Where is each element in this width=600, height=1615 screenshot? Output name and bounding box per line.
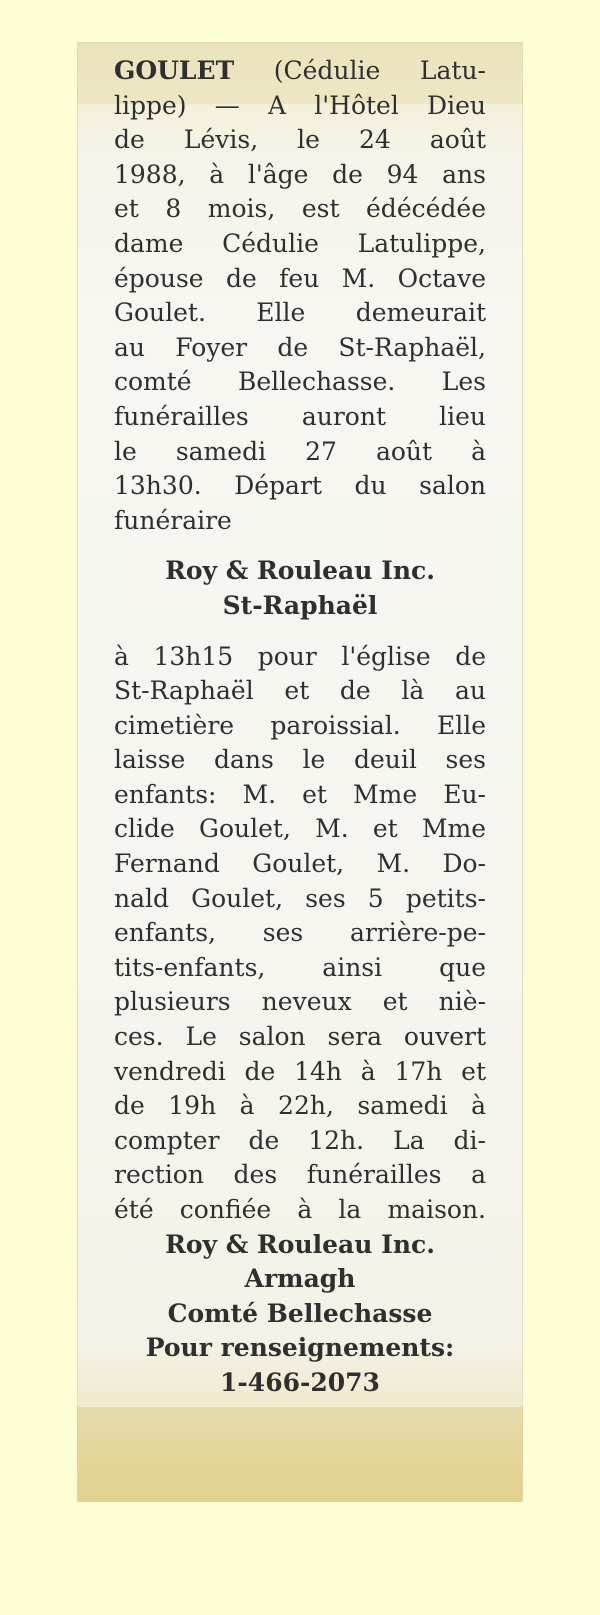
obituary-line: clide Goulet, M. et Mme bbox=[114, 814, 486, 844]
obituary-line: dame Cédulie Latulippe, bbox=[114, 228, 486, 258]
tape-strip-bottom bbox=[77, 1407, 523, 1502]
funeral-home-location: Armagh bbox=[244, 1264, 356, 1294]
phone-number: 1-466-2073 bbox=[220, 1367, 380, 1397]
obituary-line: compter de 12h. La di- bbox=[114, 1125, 486, 1155]
funeral-home-location: St-Raphaël bbox=[222, 590, 378, 620]
obituary-line: ces. Le salon sera ouvert bbox=[114, 1022, 486, 1052]
obituary-line: funérailles auront lieu bbox=[114, 401, 486, 431]
obituary-line: vendredi de 14h à 17h et bbox=[114, 1056, 486, 1086]
funeral-home-county: Comté Bellechasse bbox=[167, 1298, 433, 1328]
spacer bbox=[114, 538, 486, 554]
obituary-line: lippe) — A l'Hôtel Dieu bbox=[114, 90, 486, 120]
obituary-text bbox=[114, 54, 486, 1401]
obituary-line: 1988, à l'âge de 94 ans bbox=[114, 159, 486, 189]
obituary-line: cimetière paroissial. Elle bbox=[114, 710, 486, 740]
obituary-line: de 19h à 22h, samedi à bbox=[114, 1091, 486, 1121]
obituary-line: le samedi 27 août à bbox=[114, 436, 486, 466]
obituary-line: été confiée à la maison. bbox=[114, 1195, 486, 1224]
obituary-line: GOULET (Cédulie Latu- bbox=[114, 56, 486, 85]
obituary-line: laisse dans le deuil ses bbox=[114, 745, 486, 775]
obituary-line: enfants, ses arrière-pe- bbox=[114, 918, 486, 948]
obituary-line: et 8 mois, est édécédée bbox=[114, 194, 486, 224]
obituary-line: nald Goulet, ses 5 petits- bbox=[114, 883, 486, 913]
obituary-line: comté Bellechasse. Les bbox=[114, 367, 486, 397]
obituary-line: funéraire bbox=[114, 505, 232, 535]
obituary-line: de Lévis, le 24 août bbox=[114, 125, 486, 155]
obituary-line: à 13h15 pour l'église de bbox=[114, 641, 486, 671]
obituary-line: 13h30. Départ du salon bbox=[114, 471, 486, 501]
spacer bbox=[114, 624, 486, 640]
obituary-line: épouse de feu M. Octave bbox=[114, 263, 486, 293]
obituary-line: St-Raphaël et de là au bbox=[114, 676, 486, 706]
deceased-surname: GOULET bbox=[114, 56, 235, 85]
funeral-home-name: Roy & Rouleau Inc. bbox=[165, 556, 435, 586]
obituary-line: plusieurs neveux et niè- bbox=[114, 987, 486, 1017]
info-label: Pour renseignements: bbox=[145, 1333, 455, 1363]
obituary-line: tits-enfants, ainsi que bbox=[114, 952, 486, 982]
newspaper-clipping bbox=[77, 42, 523, 1502]
funeral-home-name: Roy & Rouleau Inc. bbox=[165, 1229, 435, 1259]
obituary-line: au Foyer de St-Raphaël, bbox=[114, 332, 486, 362]
obituary-line: Goulet. Elle demeurait bbox=[114, 298, 486, 328]
obituary-line: enfants: M. et Mme Eu- bbox=[114, 779, 486, 809]
obituary-line: Fernand Goulet, M. Do- bbox=[114, 849, 486, 879]
obituary-line: rection des funérailles a bbox=[114, 1160, 486, 1190]
